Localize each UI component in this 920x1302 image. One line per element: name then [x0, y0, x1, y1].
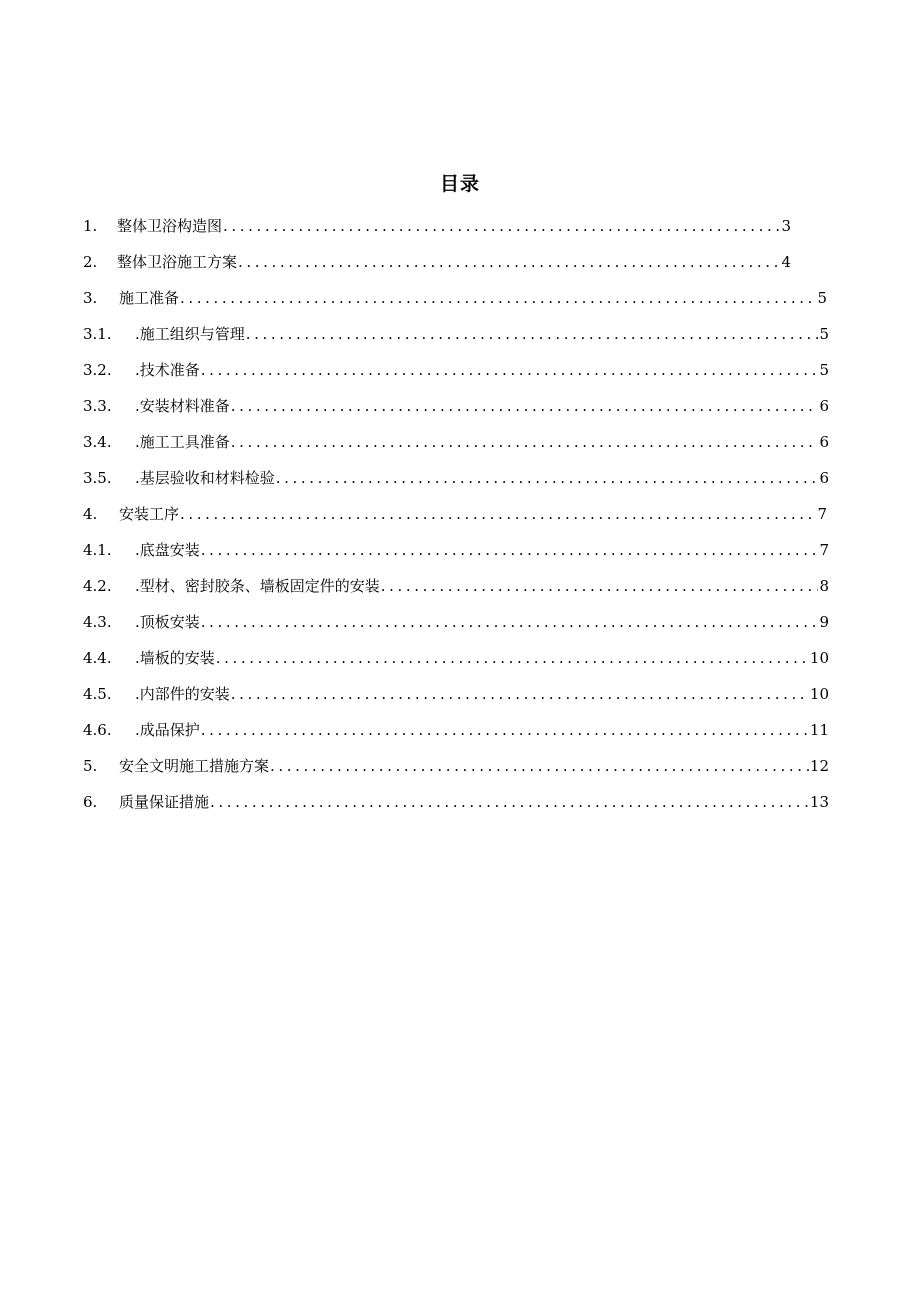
toc-entry-title: .型材、密封胶条、墙板固定件的安装 — [135, 577, 380, 595]
toc-entry[interactable] — [83, 789, 829, 825]
toc-entry-page: 8 — [819, 577, 829, 595]
toc-entry-number: 4. — [83, 505, 98, 523]
toc-leader-dots — [201, 609, 819, 635]
toc-entry-title: .技术准备 — [135, 361, 200, 379]
toc-entry-page: 6 — [819, 397, 829, 415]
toc-entry-title: 整体卫浴构造图 — [117, 217, 223, 235]
toc-leader-dots — [231, 429, 819, 455]
toc-entry-title: .成品保护 — [135, 721, 200, 739]
toc-entry-page: 12 — [809, 757, 829, 775]
toc-entry-number: 3.1. — [83, 325, 112, 343]
toc-entry-number: 4.3. — [83, 613, 112, 631]
toc-entry-title: .墙板的安装 — [135, 649, 215, 667]
toc-entry[interactable] — [83, 465, 829, 501]
toc-entry[interactable] — [83, 285, 827, 321]
toc-title: 目录 — [439, 173, 480, 195]
toc-entry[interactable] — [83, 681, 829, 717]
toc-leader-dots — [216, 645, 809, 671]
toc-entry-page: 11 — [809, 721, 829, 739]
toc-entry-page: 13 — [809, 793, 829, 811]
toc-entry-title: 整体卫浴施工方案 — [117, 253, 238, 271]
toc-entry-title: 安装工序 — [119, 505, 180, 523]
toc-entry-number: 3.4. — [83, 433, 112, 451]
toc-entry-number: 4.1. — [83, 541, 112, 559]
toc-leader-dots — [180, 285, 816, 311]
toc-leader-dots — [231, 393, 819, 419]
toc-entry-title: .内部件的安装 — [135, 685, 230, 703]
toc-entry-page: 3 — [781, 217, 791, 235]
toc-entry-number: 4.6. — [83, 721, 112, 739]
toc-entry[interactable] — [83, 753, 829, 789]
toc-leader-dots — [201, 537, 819, 563]
toc-entry-page: 5 — [819, 325, 829, 343]
toc-entry-page: 7 — [819, 541, 829, 559]
toc-entry[interactable] — [83, 213, 791, 249]
toc-entry-number: 3. — [83, 289, 98, 307]
toc-entry[interactable] — [83, 645, 829, 681]
toc-entry-page: 5 — [817, 289, 827, 307]
toc-leader-dots — [238, 249, 780, 275]
toc-leader-dots — [276, 465, 819, 491]
toc-leader-dots — [231, 681, 809, 707]
toc-entry[interactable] — [83, 249, 791, 285]
toc-entry-number: 4.4. — [83, 649, 112, 667]
toc-entry-title: 施工准备 — [119, 289, 180, 307]
toc-leader-dots — [201, 717, 809, 743]
toc-entry-page: 9 — [819, 613, 829, 631]
toc-leader-dots — [381, 573, 819, 599]
toc-leader-dots — [210, 789, 809, 815]
toc-entry-title: 质量保证措施 — [119, 793, 210, 811]
toc-entry-number: 3.3. — [83, 397, 112, 415]
toc-entry-page: 6 — [819, 433, 829, 451]
toc-leader-dots — [201, 357, 819, 383]
toc-entry-page: 4 — [781, 253, 791, 271]
toc-entry-title: .基层验收和材料检验 — [135, 469, 275, 487]
toc-entry-number: 6. — [83, 793, 98, 811]
toc-entry[interactable] — [83, 537, 829, 573]
toc-entry-number: 3.5. — [83, 469, 112, 487]
toc-entry-number: 5. — [83, 757, 98, 775]
toc-entry-title: .底盘安装 — [135, 541, 200, 559]
toc-entry-title: .施工工具准备 — [135, 433, 230, 451]
toc-entry-title: .顶板安装 — [135, 613, 200, 631]
toc-entry-title: 安全文明施工措施方案 — [119, 757, 270, 775]
toc-leader-dots — [270, 753, 809, 779]
toc-entry-page: 10 — [809, 685, 829, 703]
toc-leader-dots — [223, 213, 780, 239]
toc-entry-title: .安装材料准备 — [135, 397, 230, 415]
toc-entry-page: 10 — [809, 649, 829, 667]
toc-entry-page: 7 — [817, 505, 827, 523]
toc-entry[interactable] — [83, 393, 829, 429]
toc-entry[interactable] — [83, 501, 827, 537]
toc-entry[interactable] — [83, 429, 829, 465]
toc-entry[interactable] — [83, 357, 829, 393]
toc-entry-page: 6 — [819, 469, 829, 487]
toc-entry[interactable] — [83, 717, 829, 753]
toc-leader-dots — [180, 501, 816, 527]
toc-entry-number: 4.5. — [83, 685, 112, 703]
toc-entry[interactable] — [83, 609, 829, 645]
toc-entry-number: 1. — [83, 217, 98, 235]
toc-entry[interactable] — [83, 321, 829, 357]
toc-entry-number: 3.2. — [83, 361, 112, 379]
toc-entry[interactable] — [83, 573, 829, 609]
toc-entry-number: 2. — [83, 253, 98, 271]
toc-leader-dots — [246, 321, 819, 347]
toc-entry-page: 5 — [819, 361, 829, 379]
toc-entry-number: 4.2. — [83, 577, 112, 595]
toc-entry-title: .施工组织与管理 — [135, 325, 245, 343]
table-of-contents — [83, 213, 833, 825]
